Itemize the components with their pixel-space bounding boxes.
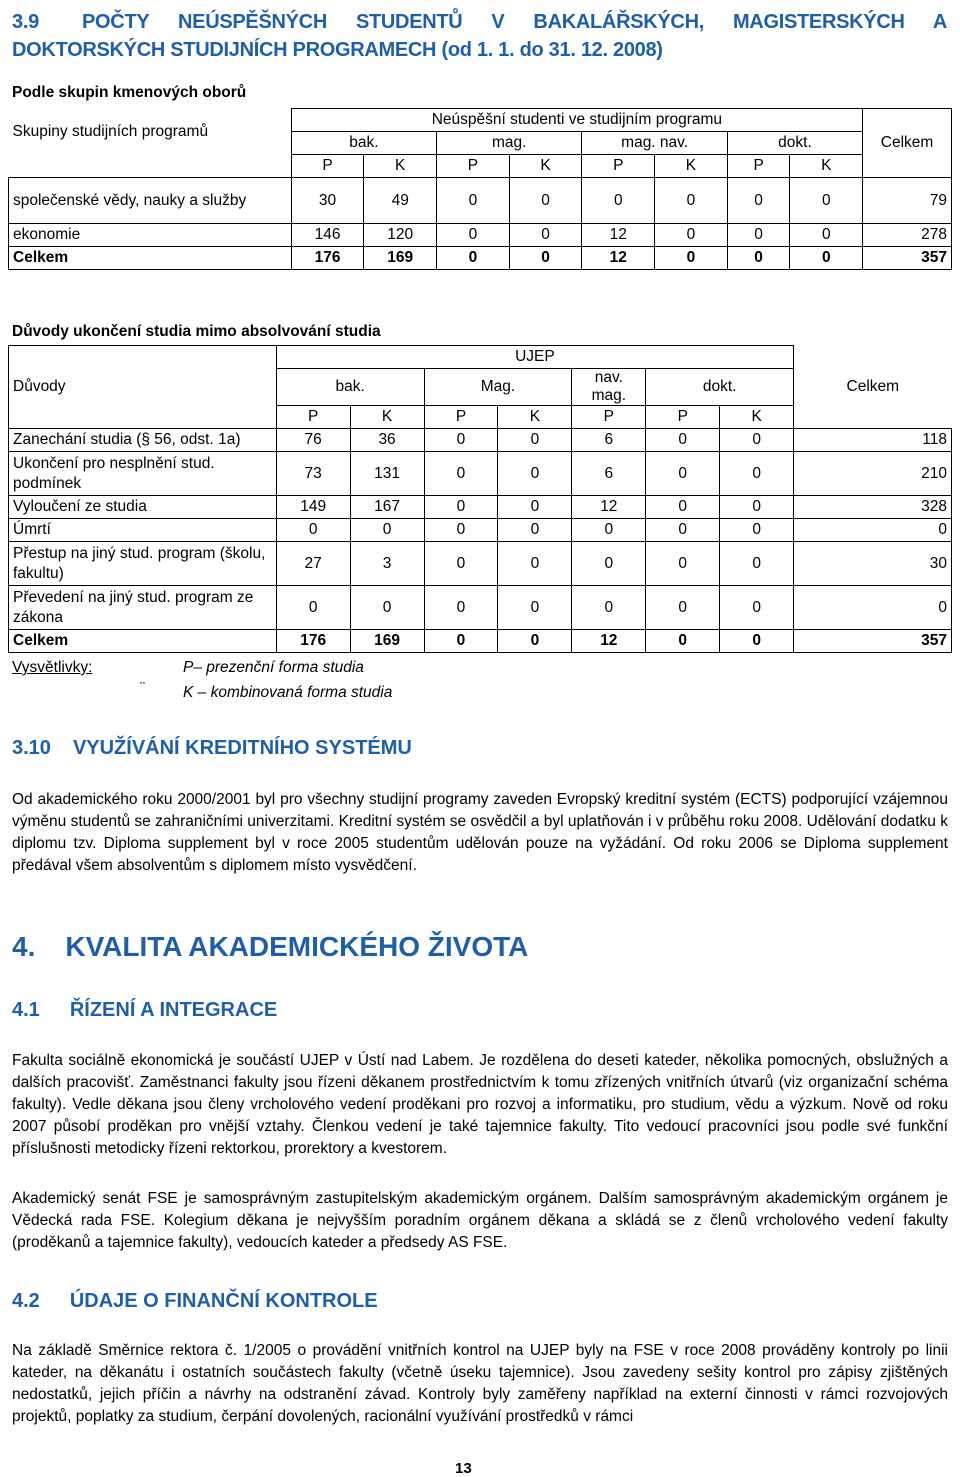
cell: 0 xyxy=(727,247,790,270)
cell: 167 xyxy=(350,496,424,519)
legend-mark: ¨ xyxy=(140,680,146,697)
cell: 169 xyxy=(350,630,424,653)
form-cell: P xyxy=(291,155,364,178)
form-cell: K xyxy=(498,406,572,429)
cell: 0 xyxy=(646,586,720,630)
cell: 0 xyxy=(720,519,794,542)
cell: 0 xyxy=(572,586,646,630)
table1-subtitle: Podle skupin kmenových oborů xyxy=(12,84,247,101)
cell: 0 xyxy=(437,224,510,247)
table-row xyxy=(9,519,952,542)
cell: 3 xyxy=(350,542,424,586)
form-cell: K xyxy=(790,155,863,178)
cell: 0 xyxy=(424,586,498,630)
cell: 0 xyxy=(424,452,498,496)
table-row xyxy=(9,586,952,630)
form-cell: K xyxy=(364,155,437,178)
section-number: 3.10 xyxy=(12,737,51,759)
form-cell: P xyxy=(582,155,655,178)
row-label: Celkem xyxy=(9,630,277,653)
form-cell: P xyxy=(572,406,646,429)
section-4-heading xyxy=(12,931,528,963)
table-row xyxy=(9,429,952,452)
section-title: POČTY NEÚSPĚŠNÝCH STUDENTŮ V BAKALÁŘSKÝCH, MAGISTERSKÝCH A DOKTORSKÝCH STUDIJNÍCH PROGRAMECH (od 1. 1. do 31. 12. 2008) xyxy=(12,11,947,61)
legend-k: K – kombinovaná forma studia xyxy=(183,684,393,701)
cell: 0 xyxy=(727,178,790,224)
cell: 12 xyxy=(572,630,646,653)
cell: 146 xyxy=(291,224,364,247)
cell: 0 xyxy=(437,247,510,270)
section-number: 4.1 xyxy=(12,999,40,1021)
cell: 120 xyxy=(364,224,437,247)
cell: 149 xyxy=(276,496,350,519)
cell: 0 xyxy=(720,496,794,519)
cell-total: 118 xyxy=(794,429,952,452)
section-number: 4.2 xyxy=(12,1290,40,1312)
cell-total: 210 xyxy=(794,452,952,496)
section-title: ÚDAJE O FINANČNÍ KONTROLE xyxy=(69,1290,378,1312)
table-row-total xyxy=(9,247,952,270)
table-row xyxy=(9,224,952,247)
table2-total-header xyxy=(794,346,952,429)
cell: 0 xyxy=(720,542,794,586)
table2-subtitle: Důvody ukončení studia mimo absolvování studia xyxy=(12,323,381,340)
cell: 0 xyxy=(655,247,728,270)
cell: 0 xyxy=(655,224,728,247)
cell-total: 0 xyxy=(794,586,952,630)
row-label: Celkem xyxy=(9,247,292,270)
cell-total: 0 xyxy=(794,519,952,542)
table2-program-bak: bak. xyxy=(276,369,424,406)
table-row xyxy=(9,178,952,224)
cell: 0 xyxy=(790,247,863,270)
cell: 0 xyxy=(582,178,655,224)
cell: 169 xyxy=(364,247,437,270)
cell-total: 357 xyxy=(863,247,952,270)
table1-row-header: Skupiny studijních programů xyxy=(12,122,209,140)
table2-program-mag: Mag. xyxy=(424,369,572,406)
cell: 0 xyxy=(727,224,790,247)
cell: 0 xyxy=(350,519,424,542)
cell: 6 xyxy=(572,452,646,496)
row-label: Ukončení pro nesplnění stud. podmínek xyxy=(9,452,277,496)
table1-total-header: Celkem xyxy=(863,109,952,178)
form-cell: P xyxy=(437,155,510,178)
cell: 0 xyxy=(350,586,424,630)
cell: 0 xyxy=(498,630,572,653)
table1-program-mag: mag. xyxy=(437,132,582,155)
cell: 176 xyxy=(276,630,350,653)
form-cell: P xyxy=(646,406,720,429)
table2-row-header: Důvody xyxy=(9,346,277,429)
section-title: KVALITA AKADEMICKÉHO ŽIVOTA xyxy=(65,931,529,962)
form-cell: P xyxy=(276,406,350,429)
cell: 76 xyxy=(276,429,350,452)
table-row xyxy=(9,542,952,586)
cell: 0 xyxy=(437,178,510,224)
row-label: Zanechání studia (§ 56, odst. 1a) xyxy=(9,429,277,452)
row-label: Převedení na jiný stud. program ze zákona xyxy=(9,586,277,630)
form-cell: K xyxy=(509,155,582,178)
section-title: VYUŽÍVÁNÍ KREDITNÍHO SYSTÉMU xyxy=(72,737,412,759)
cell: 12 xyxy=(582,247,655,270)
cell: 0 xyxy=(720,452,794,496)
section-4-2-heading xyxy=(12,1290,378,1313)
page-number: 13 xyxy=(455,1460,472,1477)
section-4-1-text-2: Akademický senát FSE je samosprávným zastupitelským akademickým orgánem. Dalším samosprávným akademickým orgánem je Vědecká rada FSE. Kolegium děkana je nejvyšším poradním orgánem děkana a skládá se z členů vrcholového vedení fakulty (proděkanů a tajemnice fakulty), vedoucích kateder a předsedy AS FSE. xyxy=(12,1190,948,1251)
cell: 0 xyxy=(424,542,498,586)
table2-termination-reasons xyxy=(8,345,952,653)
row-label: Přestup na jiný stud. program (školu, fakultu) xyxy=(9,542,277,586)
section-3-10-text: Od akademického roku 2000/2001 byl pro všechny studijní programy zaveden Evropský kreditní systém (ECTS) podporující vzájemnou výměnu studentů se zahraničními univerzitami. Kreditní systém se osvědčil a byl uplatňován i v průběhu roku 2008. Udělování dodatku k diplomu tzv. Diploma supplement byl v roce 2005 studentům udělován pouze na vyžádání. Od roku 2006 se Diploma supplement předával všem absolventům s diplomem místo vysvědčení. xyxy=(12,791,948,874)
cell: 6 xyxy=(572,429,646,452)
cell: 30 xyxy=(291,178,364,224)
section-4-1-heading xyxy=(12,999,277,1022)
cell: 73 xyxy=(276,452,350,496)
table2-group-header: UJEP xyxy=(276,346,793,369)
cell: 0 xyxy=(646,496,720,519)
row-label: ekonomie xyxy=(9,224,292,247)
cell: 0 xyxy=(646,630,720,653)
cell: 12 xyxy=(572,496,646,519)
cell-total: 357 xyxy=(794,630,952,653)
table-row-total xyxy=(9,630,952,653)
cell: 0 xyxy=(646,452,720,496)
cell: 0 xyxy=(509,178,582,224)
section-3-9-heading xyxy=(12,8,947,64)
cell: 0 xyxy=(646,542,720,586)
cell: 0 xyxy=(790,178,863,224)
section-number: 4. xyxy=(12,931,36,962)
cell: 0 xyxy=(424,429,498,452)
table-row xyxy=(9,496,952,519)
cell-total: 79 xyxy=(863,178,952,224)
cell: 0 xyxy=(646,429,720,452)
table1-program-bak: bak. xyxy=(291,132,436,155)
row-label: Úmrtí xyxy=(9,519,277,542)
table2-program-dokt: dokt. xyxy=(646,369,794,406)
cell: 0 xyxy=(720,586,794,630)
row-label: společenské vědy, nauky a služby xyxy=(9,178,292,224)
table1-group-header: Neúspěšní studenti ve studijním programu xyxy=(291,109,862,132)
cell: 0 xyxy=(646,519,720,542)
cell: 0 xyxy=(720,630,794,653)
cell: 0 xyxy=(498,542,572,586)
cell: 36 xyxy=(350,429,424,452)
form-cell: P xyxy=(424,406,498,429)
table1-failed-students xyxy=(8,108,952,270)
cell: 0 xyxy=(498,519,572,542)
legend-p: P– prezenční forma studia xyxy=(183,659,364,676)
cell: 0 xyxy=(720,429,794,452)
cell: 0 xyxy=(509,224,582,247)
section-3-10-heading xyxy=(12,737,412,760)
cell: 0 xyxy=(498,496,572,519)
cell: 0 xyxy=(572,519,646,542)
cell: 12 xyxy=(582,224,655,247)
table1-program-magnav: mag. nav. xyxy=(582,132,727,155)
form-cell: P xyxy=(727,155,790,178)
cell: 0 xyxy=(424,630,498,653)
table-row xyxy=(9,452,952,496)
cell: 49 xyxy=(364,178,437,224)
cell: 0 xyxy=(572,542,646,586)
cell: 0 xyxy=(509,247,582,270)
cell: 131 xyxy=(350,452,424,496)
cell: 27 xyxy=(276,542,350,586)
cell-total: 328 xyxy=(794,496,952,519)
section-title: ŘÍZENÍ A INTEGRACE xyxy=(69,999,278,1021)
form-cell: K xyxy=(655,155,728,178)
cell: 0 xyxy=(424,519,498,542)
legend-label: Vysvětlivky: xyxy=(12,659,93,676)
cell: 0 xyxy=(498,452,572,496)
section-number: 3.9 xyxy=(12,11,39,33)
cell: 0 xyxy=(424,496,498,519)
table2-program-navmag: nav. mag. xyxy=(572,369,646,406)
cell: 0 xyxy=(655,178,728,224)
section-4-2-text: Na základě Směrnice rektora č. 1/2005 o provádění vnitřních kontrol na UJEP byly na FSE v roce 2008 prováděny kontroly po linii kateder, na děkanátu i ostatních součástech fakulty (včetně úseku tajemnice). Jsou zavedeny sešity kontrol pro zápisy zjištěných nedostatků, jejich příčin a návrhy na odstranění závad. Kontroly byly zaměřeny například na externí činnosti v rámci rozvojových projektů, poplatky za studium, čerpání dovolených, racionální využívání prostředků v rámci xyxy=(12,1342,948,1425)
form-cell: K xyxy=(720,406,794,429)
cell-total: 30 xyxy=(794,542,952,586)
cell: 0 xyxy=(790,224,863,247)
cell: 176 xyxy=(291,247,364,270)
form-cell: K xyxy=(350,406,424,429)
total-header-text: Celkem xyxy=(846,377,900,395)
cell: 0 xyxy=(498,586,572,630)
cell: 0 xyxy=(276,519,350,542)
table1-program-dokt: dokt. xyxy=(727,132,862,155)
cell: 0 xyxy=(276,586,350,630)
cell: 0 xyxy=(498,429,572,452)
section-4-1-text-1: Fakulta sociálně ekonomická je součástí UJEP v Ústí nad Labem. Je rozdělena do deseti kateder, několika pomocných, obslužných a dalších pracovišť. Zaměstnanci fakulty jsou řízeni děkanem prostřednictvím k tomu zřízených vnitřních útvarů (viz organizační schéma fakulty). Vedle děkana jsou členy vrcholového vedení proděkani pro rozvoj a informatiku, pro studium, vědu a výzkum. Nově od roku 2007 působí proděkan pro vnější vztahy. Členkou vedení je také tajemnice fakulty. Tito vedoucí pracovníci jsou podle své funkční příslušnosti metodicky řízeni rektorkou, prorektory a kvestorem. xyxy=(12,1052,948,1157)
cell-total: 278 xyxy=(863,224,952,247)
row-label: Vyloučení ze studia xyxy=(9,496,277,519)
